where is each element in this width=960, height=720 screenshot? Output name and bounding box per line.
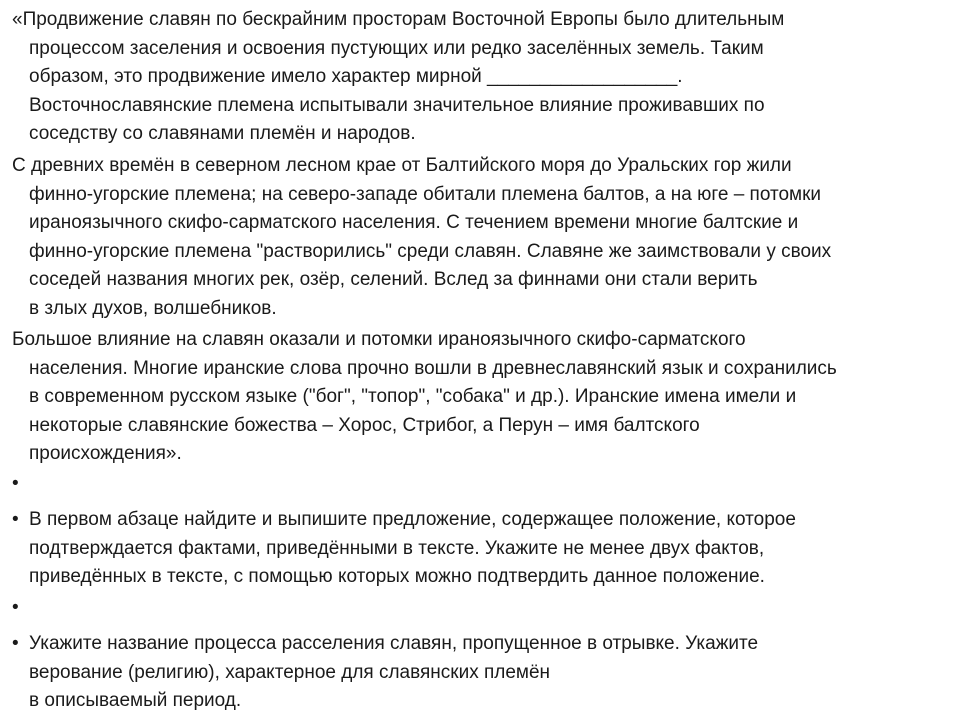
paragraph-line: некоторые славянские божества – Хорос, Стрибог, а Перун – имя балтского <box>29 414 700 436</box>
paragraph-line: процессом заселения и освоения пустующих или редко заселённых земель. Таким <box>29 37 764 59</box>
bullet-icon: • <box>12 509 19 530</box>
paragraph-2 <box>12 152 952 323</box>
bullet-icon: • <box>12 597 19 618</box>
task-2 <box>12 630 952 716</box>
paragraph-line: финно-угорские племена; на северо-западе обитали племена балтов, а на юге – потомки <box>29 183 822 205</box>
paragraph-line: Большое влияние на славян оказали и потомки ираноязычного скифо-сарматского <box>12 329 746 350</box>
paragraph-line: Восточнославянские племена испытывали значительное влияние проживавших по <box>29 94 765 116</box>
task-line: Укажите название процесса расселения славян, пропущенное в отрывке. Укажите <box>29 633 759 654</box>
task-line: в описываемый период. <box>29 690 242 711</box>
paragraph-line: «Продвижение славян по бескрайним просторам Восточной Европы было длительным <box>12 9 785 30</box>
task-line: подтверждается фактами, приведёнными в тексте. Укажите не менее двух фактов, <box>29 537 765 559</box>
paragraph-1 <box>12 6 952 149</box>
paragraph-line: финно-угорские племена "растворились" среди славян. Славяне же заимствовали у своих <box>29 240 832 262</box>
paragraph-line: населения. Многие иранские слова прочно вошли в древнеславянский язык и сохранились <box>29 357 837 379</box>
paragraph-line: С древних времён в северном лесном крае от Балтийского моря до Уральских гор жили <box>12 155 792 176</box>
paragraph-line: в современном русском языке ("бог", "топор", "собака" и др.). Иранские имена имели и <box>29 386 797 407</box>
task-line: верование (религию), характерное для славянских племён <box>29 661 551 683</box>
paragraph-3 <box>12 326 952 469</box>
paragraph-line: происхождения». <box>29 443 182 464</box>
task-line: приведённых в тексте, с помощью которых можно подтвердить данное положение. <box>29 566 765 587</box>
bullet-icon: • <box>12 473 19 494</box>
paragraph-line: соседей названия многих рек, озёр, селений. Вслед за финнами они стали верить <box>29 269 758 290</box>
paragraph-line: в злых духов, волшебников. <box>29 297 277 319</box>
paragraph-line: соседству со славянами племён и народов. <box>29 123 416 144</box>
paragraph-line: образом, это продвижение имело характер мирной __________________. <box>29 66 683 87</box>
bullet-icon: • <box>12 633 19 654</box>
paragraph-line: ираноязычного скифо-сарматского населения. С течением времени многие балтские и <box>29 212 799 233</box>
task-line: В первом абзаце найдите и выпишите предложение, содержащее положение, которое <box>29 509 796 530</box>
task-1 <box>12 506 952 592</box>
